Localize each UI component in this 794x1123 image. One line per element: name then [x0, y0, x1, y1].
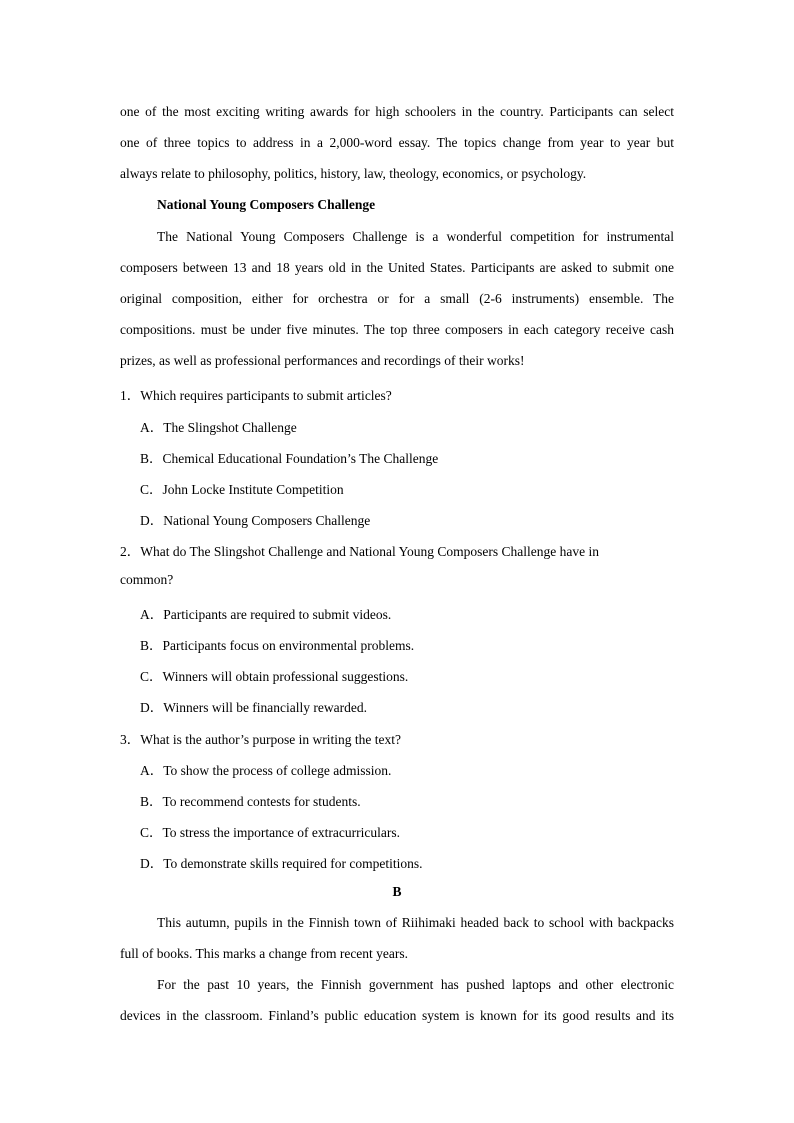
paragraph-line: one of three topics to address in a 2,000-word essay. The topics change from year to year but — [120, 135, 674, 150]
paragraph-line: The National Young Composers Challenge is a wonderful competition for instrumental — [157, 229, 674, 244]
paragraph-line: original composition, either for orchestra or for a small (2-6 instruments) ensemble. The — [120, 291, 674, 306]
answer-option: B．Participants focus on environmental problems. — [140, 638, 415, 653]
passage-heading: B — [392, 884, 402, 899]
answer-option: C．To stress the importance of extracurriculars. — [140, 825, 400, 840]
answer-option: B．To recommend contests for students. — [140, 794, 361, 809]
answer-option: C．Winners will obtain professional suggestions. — [140, 669, 409, 684]
paragraph-line: one of the most exciting writing awards for high schoolers in the country. Participants can select — [120, 104, 674, 119]
question-stem: 3．What is the author’s purpose in writing the text? — [120, 732, 401, 747]
answer-option: C．John Locke Institute Competition — [140, 482, 344, 497]
paragraph-line: This autumn, pupils in the Finnish town of Riihimaki headed back to school with backpacks — [157, 915, 674, 930]
paragraph-line: devices in the classroom. Finland’s public education system is known for its good results and its — [120, 1008, 674, 1023]
question-stem: 1．Which requires participants to submit articles? — [120, 388, 392, 403]
answer-option: B．Chemical Educational Foundation’s The Challenge — [140, 451, 439, 466]
question-stem: 2．What do The Slingshot Challenge and National Young Composers Challenge have in — [120, 544, 599, 559]
paragraph-line: prizes, as well as professional performances and recordings of their works! — [120, 353, 525, 368]
answer-option: A．To show the process of college admission. — [140, 763, 392, 778]
answer-option: D．National Young Composers Challenge — [140, 513, 371, 528]
paragraph-line: compositions. must be under five minutes. The top three composers in each category receive cash — [120, 322, 674, 337]
paragraph-line: For the past 10 years, the Finnish government has pushed laptops and other electronic — [157, 977, 674, 992]
paragraph-line: composers between 13 and 18 years old in the United States. Participants are asked to submit one — [120, 260, 674, 275]
section-heading: National Young Composers Challenge — [157, 197, 376, 212]
answer-option: D．Winners will be financially rewarded. — [140, 700, 368, 715]
question-stem: common? — [120, 572, 174, 587]
answer-option: A．The Slingshot Challenge — [140, 420, 297, 435]
paragraph-line: full of books. This marks a change from recent years. — [120, 946, 409, 961]
answer-option: D．To demonstrate skills required for competitions. — [140, 856, 423, 871]
answer-option: A．Participants are required to submit videos. — [140, 607, 392, 622]
paragraph-line: always relate to philosophy, politics, history, law, theology, economics, or psychology. — [120, 166, 587, 181]
